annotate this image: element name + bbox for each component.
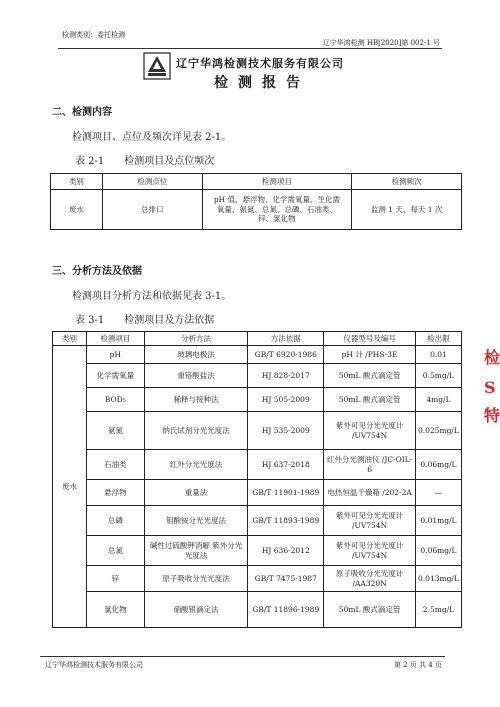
item-cell: 氯化物	[86, 592, 144, 628]
header-divider	[58, 48, 442, 49]
instrument-cell: 紫外可见分光光度计 /UV754N	[324, 412, 416, 450]
method-cell: 红外分光光度法	[144, 450, 248, 480]
limit-cell: 2.5mg/L	[415, 592, 461, 628]
item-cell: 化学需氧量	[86, 364, 144, 388]
instrument-cell: 红外分光测油仪 /JC-OIL-6	[324, 450, 416, 480]
method-cell: 碱性过硫酸钾消解 紫外分光光度法	[144, 536, 248, 566]
limit-cell: 0.06mg/L	[415, 450, 461, 480]
limit-cell: 0.5mg/L	[415, 364, 461, 388]
items-cell: pH 值、悬浮物、化学需氧量、生化需氧量、氨氮、总氮、总磷、石油类、锌、氯化物	[202, 190, 352, 230]
method-cell: 原子吸收分光光度法	[144, 566, 248, 592]
instrument-cell: 紫外可见分光光度计 /UV754N	[324, 506, 416, 536]
limit-cell: 4mg/L	[415, 388, 461, 412]
section-3-text: 检测项目分析方法和依据见表 3-1。	[72, 291, 232, 302]
method-cell: 重铬酸盐法	[144, 364, 248, 388]
table-row	[53, 592, 462, 628]
basis-cell: HJ 828-2017	[248, 364, 324, 388]
limit-cell: 0.025mg/L	[415, 412, 461, 450]
item-cell: 石油类	[86, 450, 144, 480]
table-row	[53, 480, 462, 506]
column-header: 检出限	[415, 332, 461, 346]
limit-cell: 0.01mg/L	[415, 506, 461, 536]
stamp-fragment: 特	[484, 406, 500, 425]
basis-cell: GB/T 11896-1989	[248, 592, 324, 628]
instrument-cell: pH 计 /PHS-3E	[324, 346, 416, 364]
table-row	[53, 412, 462, 450]
column-header: 检测点位	[102, 174, 202, 190]
basis-cell: GB/T 7475-1987	[248, 566, 324, 592]
section-3-heading: 三、分析方法及依据	[52, 266, 142, 277]
table-row	[53, 388, 462, 412]
table-row	[53, 566, 462, 592]
table-3-1-caption: 表 3-1 检测项目及方法依据	[75, 315, 215, 326]
page-number: 第 2 页 共 4 页	[393, 661, 442, 669]
instrument-cell: 50mL 酸式滴定管	[324, 592, 416, 628]
table-row	[53, 346, 462, 364]
table-2-1	[50, 173, 462, 230]
footer-company: 辽宁华鸿检测技术服务有限公司	[45, 661, 143, 669]
item-cell: 悬浮物	[86, 480, 144, 506]
item-cell: pH	[86, 346, 144, 364]
table-row	[53, 536, 462, 566]
organization-name: 辽宁华鸿检测技术服务有限公司	[176, 57, 344, 70]
method-cell: 硝酸银滴定法	[144, 592, 248, 628]
item-cell: 氨氮	[86, 412, 144, 450]
category-cell: 废水	[51, 190, 103, 230]
item-cell: 总氮	[86, 536, 144, 566]
instrument-cell: 紫外可见分光光度计 /UV754N	[324, 536, 416, 566]
table-2-1-caption: 表 2-1 检测项目及点位频次	[75, 156, 215, 167]
instrument-cell: 原子吸收分光光度计 /AA320N	[324, 566, 416, 592]
basis-cell: HJ 636-2012	[248, 536, 324, 566]
stamp-fragment: 检	[484, 348, 500, 367]
basis-cell: GB/T 11893-1989	[248, 506, 324, 536]
table-row	[53, 506, 462, 536]
limit-cell: —	[415, 480, 461, 506]
table-row	[53, 364, 462, 388]
report-title: 检测报告	[214, 75, 310, 91]
column-header: 检测频次	[352, 174, 462, 190]
item-cell: 锌	[86, 566, 144, 592]
section-2-heading: 二、检测内容	[52, 107, 112, 118]
company-logo-icon	[143, 52, 171, 80]
limit-cell: 0.013mg/L	[415, 566, 461, 592]
method-cell: 纳氏试剂分光光度法	[144, 412, 248, 450]
column-header: 分析方法	[144, 332, 248, 346]
report-category: 检测类别：委托检测	[62, 31, 125, 39]
column-header: 类别	[53, 332, 87, 346]
method-cell: 钼酸铵分光光度法	[144, 506, 248, 536]
basis-cell: HJ 535-2009	[248, 412, 324, 450]
table-3-1	[52, 331, 462, 628]
report-number: 辽宁华鸿检测 HB[2020]第 002-1 号	[322, 39, 440, 47]
method-cell: 稀释与接种法	[144, 388, 248, 412]
stamp-fragment: S	[484, 378, 496, 397]
limit-cell: 0.01	[415, 346, 461, 364]
column-header: 检测项目	[86, 332, 144, 346]
column-header: 方法依据	[248, 332, 324, 346]
item-cell: 总磷	[86, 506, 144, 536]
table-header-row	[51, 174, 462, 190]
method-cell: 重量法	[144, 480, 248, 506]
limit-cell: 0.06mg/L	[415, 536, 461, 566]
basis-cell: HJ 505-2009	[248, 388, 324, 412]
column-header: 仪器型号及编号	[324, 332, 416, 346]
column-header: 检测项目	[202, 174, 352, 190]
point-cell: 总排口	[102, 190, 202, 230]
section-2-text: 检测项目、点位及频次详见表 2-1。	[72, 132, 232, 143]
basis-cell: GB/T 6920-1986	[248, 346, 324, 364]
instrument-cell: 50mL 酸式滴定管	[324, 388, 416, 412]
category-cell: 废水	[53, 346, 87, 628]
frequency-cell: 监测 1 天，每天 1 次	[352, 190, 462, 230]
table-row	[53, 450, 462, 480]
footer-divider	[40, 656, 445, 657]
basis-cell: GB/T 11901-1989	[248, 480, 324, 506]
column-header: 类别	[51, 174, 103, 190]
item-cell: BOD₅	[86, 388, 144, 412]
instrument-cell: 电热恒温干燥箱 /202-2A	[324, 480, 416, 506]
method-cell: 玻璃电极法	[144, 346, 248, 364]
basis-cell: HJ 637-2018	[248, 450, 324, 480]
table-header-row	[53, 332, 462, 346]
instrument-cell: 50mL 酸式滴定管	[324, 364, 416, 388]
table-row	[51, 190, 462, 230]
